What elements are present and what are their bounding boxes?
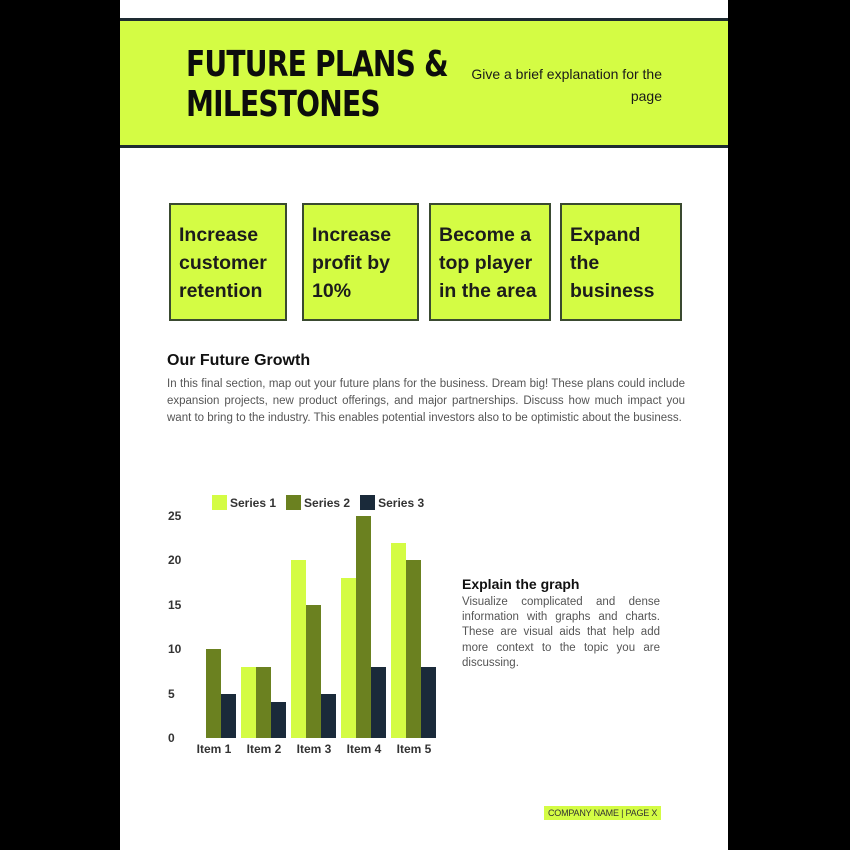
chart-bar xyxy=(341,578,356,738)
y-axis-tick: 5 xyxy=(168,686,175,701)
chart-bar xyxy=(256,667,271,738)
legend-label: Series 2 xyxy=(304,495,351,510)
chart-bar xyxy=(271,702,286,738)
growth-heading: Our Future Growth xyxy=(167,352,311,369)
legend-label: Series 1 xyxy=(230,495,277,510)
growth-body: In this final section, map out your future plans for the business. Dream big! These plans could include expansion projects, new product offerings, and major partnerships. Discuss how much impact you want to bring to the industry. This enables potential investors also to be optimistic about the business. xyxy=(167,378,685,424)
page-subtitle: Give a brief explanation for the page xyxy=(471,66,662,104)
legend-item xyxy=(360,495,424,510)
x-axis-label: Item 3 xyxy=(296,742,332,756)
chart-bar xyxy=(291,560,306,738)
x-axis-label: Item 4 xyxy=(346,742,382,756)
legend-swatch xyxy=(212,495,227,510)
legend-item xyxy=(286,495,350,510)
chart-bar xyxy=(406,560,421,738)
title-line-1: FUTURE PLANS & xyxy=(186,44,448,85)
legend-swatch xyxy=(286,495,301,510)
goal-card-2: Increase profit by 10% xyxy=(302,203,419,321)
document-page xyxy=(120,0,728,850)
title-line-2: MILESTONES xyxy=(186,84,380,125)
legend-item xyxy=(212,495,276,510)
y-axis-tick: 10 xyxy=(168,642,182,657)
goal-card-3: Become a top player in the area xyxy=(429,203,551,321)
header-banner xyxy=(120,18,728,148)
x-axis-label: Item 2 xyxy=(246,742,282,756)
chart-bar xyxy=(356,516,371,738)
chart-legend xyxy=(212,495,424,510)
y-axis-tick: 25 xyxy=(168,509,182,523)
goal-card-4: Expand the business xyxy=(560,203,682,321)
chart-bar xyxy=(421,667,436,738)
y-axis-tick: 0 xyxy=(168,731,175,745)
chart-bar xyxy=(241,667,256,738)
x-axis-label: Item 1 xyxy=(196,742,232,756)
y-axis-tick: 15 xyxy=(168,597,182,612)
chart-bar xyxy=(391,543,406,738)
goal-card-1: Increase customer retention xyxy=(169,203,287,321)
chart-bar xyxy=(306,605,321,738)
y-axis-tick: 20 xyxy=(168,553,182,568)
page-title xyxy=(186,45,448,125)
footer-label: COMPANY NAME | PAGE X xyxy=(544,806,661,820)
chart-bar xyxy=(321,694,336,738)
chart-bar xyxy=(206,649,221,738)
explain-heading: Explain the graph xyxy=(462,576,580,592)
chart-bar xyxy=(371,667,386,738)
x-axis-label: Item 5 xyxy=(396,742,432,756)
explain-body: Visualize complicated and dense information with graphs and charts. These are visual aids that help add more context to the topic you are discussing. xyxy=(462,596,660,669)
chart-bar xyxy=(221,694,236,738)
legend-label: Series 3 xyxy=(378,495,425,510)
legend-swatch xyxy=(360,495,375,510)
bar-chart xyxy=(120,490,450,770)
